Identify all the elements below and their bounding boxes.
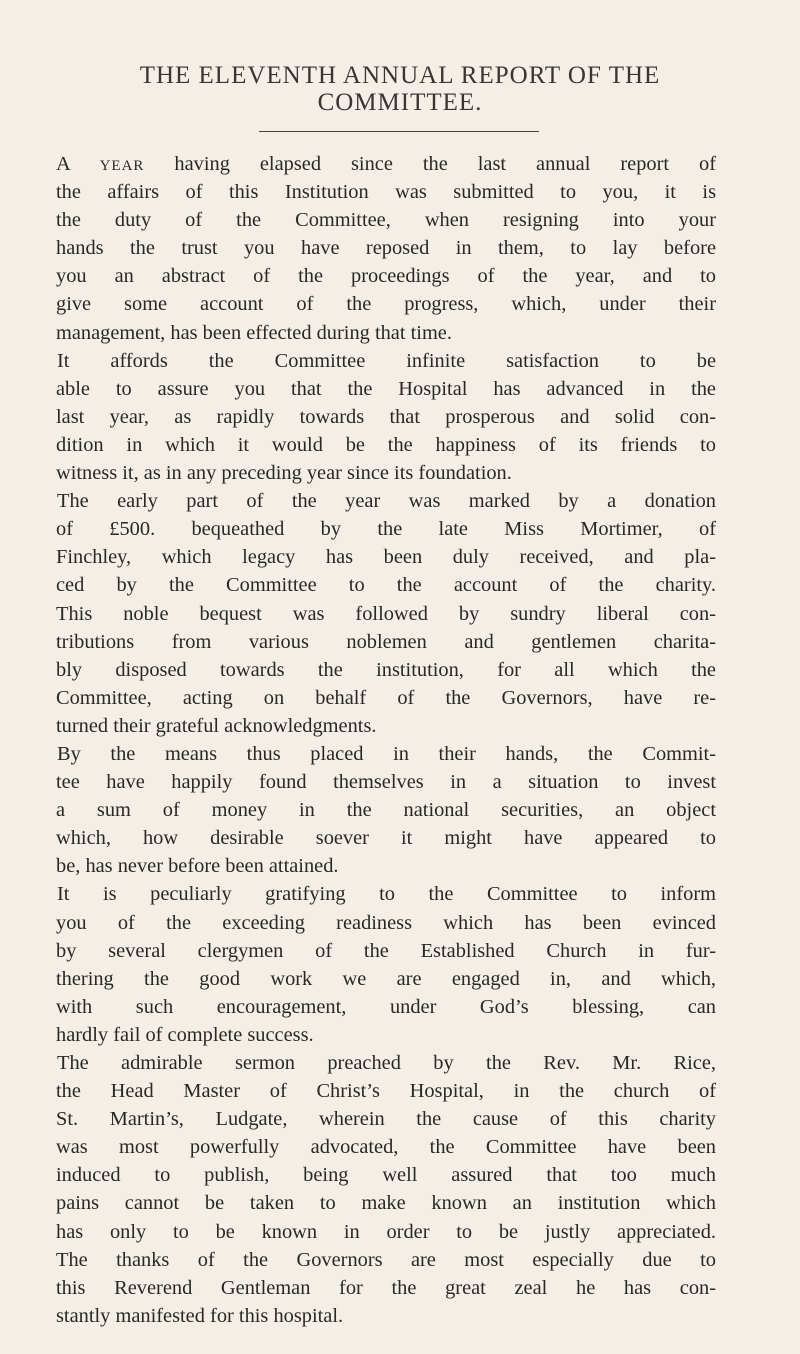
body-line: tee have happily found themselves in a situation to invest	[56, 771, 716, 794]
body-line: Committee, acting on behalf of the Governors, have re-	[56, 686, 716, 709]
body-line: of £500. bequeathed by the late Miss Mortimer, of	[56, 518, 716, 541]
body-line: Finchley, which legacy has been duly received, and pla-	[56, 546, 716, 569]
body-line: dition in which it would be the happiness of its friends to	[56, 433, 716, 456]
body-line: tributions from various noblemen and gentlemen charita-	[56, 630, 716, 653]
body-line: has only to be known in order to be justly appreciated.	[56, 1220, 716, 1243]
body-line: which, how desirable soever it might have appeared to	[56, 827, 716, 850]
body-line: bly disposed towards the institution, for all which the	[56, 658, 716, 681]
body-line: ced by the Committee to the account of the charity.	[56, 574, 716, 597]
body-line: stantly manifested for this hospital.	[56, 1304, 344, 1327]
body-line: you of the exceeding readiness which has been evinced	[56, 911, 716, 934]
body-line: was most powerfully advocated, the Committee have been	[56, 1136, 716, 1159]
body-line: management, has been effected during that time.	[56, 321, 452, 344]
body-line: a sum of money in the national securities, an object	[56, 799, 716, 822]
body-line: hardly fail of complete success.	[56, 1023, 314, 1046]
title-divider	[259, 131, 539, 132]
body-line: able to assure you that the Hospital has advanced in the	[56, 377, 716, 400]
body-line: turned their grateful acknowledgments.	[56, 714, 377, 737]
body-line: by several clergymen of the Established Church in fur-	[56, 939, 716, 962]
body-line: By the means thus placed in their hands, the Commit-	[57, 742, 716, 765]
body-line: last year, as rapidly towards that prosperous and solid con-	[56, 405, 716, 428]
body-line: hands the trust you have reposed in them, to lay before	[56, 237, 716, 260]
body-line: the duty of the Committee, when resigning into your	[56, 209, 716, 232]
body-line: It affords the Committee infinite satisfaction to be	[57, 349, 716, 372]
report-title-line-1: THE ELEVENTH ANNUAL REPORT OF THE	[139, 62, 661, 89]
body-line: The thanks of the Governors are most especially due to	[56, 1248, 716, 1271]
body-line: induced to publish, being well assured that too much	[56, 1164, 716, 1187]
body-line: with such encouragement, under God’s blessing, can	[56, 995, 716, 1018]
body-line: be, has never before been attained.	[56, 855, 339, 878]
report-title-line-2: COMMITTEE.	[317, 89, 483, 116]
body-line: thering the good work we are engaged in, and which,	[56, 967, 716, 990]
report-body	[56, 150, 716, 1330]
body-line: witness it, as in any preceding year since its foundation.	[56, 462, 512, 485]
body-line: you an abstract of the proceedings of the year, and to	[56, 265, 716, 288]
opening-smallcaps: YEAR	[99, 158, 145, 174]
body-line: The admirable sermon preached by the Rev. Mr. Rice,	[57, 1052, 716, 1074]
body-line: pains cannot be taken to make known an institution which	[56, 1192, 716, 1215]
opening-initial: A	[56, 153, 70, 175]
body-line: It is peculiarly gratifying to the Committee to inform	[57, 883, 716, 906]
body-line: This noble bequest was followed by sundry liberal con-	[56, 602, 716, 625]
body-line: The early part of the year was marked by a donation	[57, 490, 716, 513]
body-line: the affairs of this Institution was submitted to you, it is	[56, 181, 716, 204]
body-line: St. Martin’s, Ludgate, wherein the cause of this charity	[56, 1108, 716, 1131]
body-line: give some account of the progress, which, under their	[56, 293, 716, 316]
body-line-text: having elapsed since the last annual report of	[144, 153, 716, 175]
body-line	[56, 150, 716, 178]
body-line: this Reverend Gentleman for the great zeal he has con-	[56, 1276, 716, 1299]
body-line: the Head Master of Christ’s Hospital, in the church of	[56, 1080, 716, 1103]
